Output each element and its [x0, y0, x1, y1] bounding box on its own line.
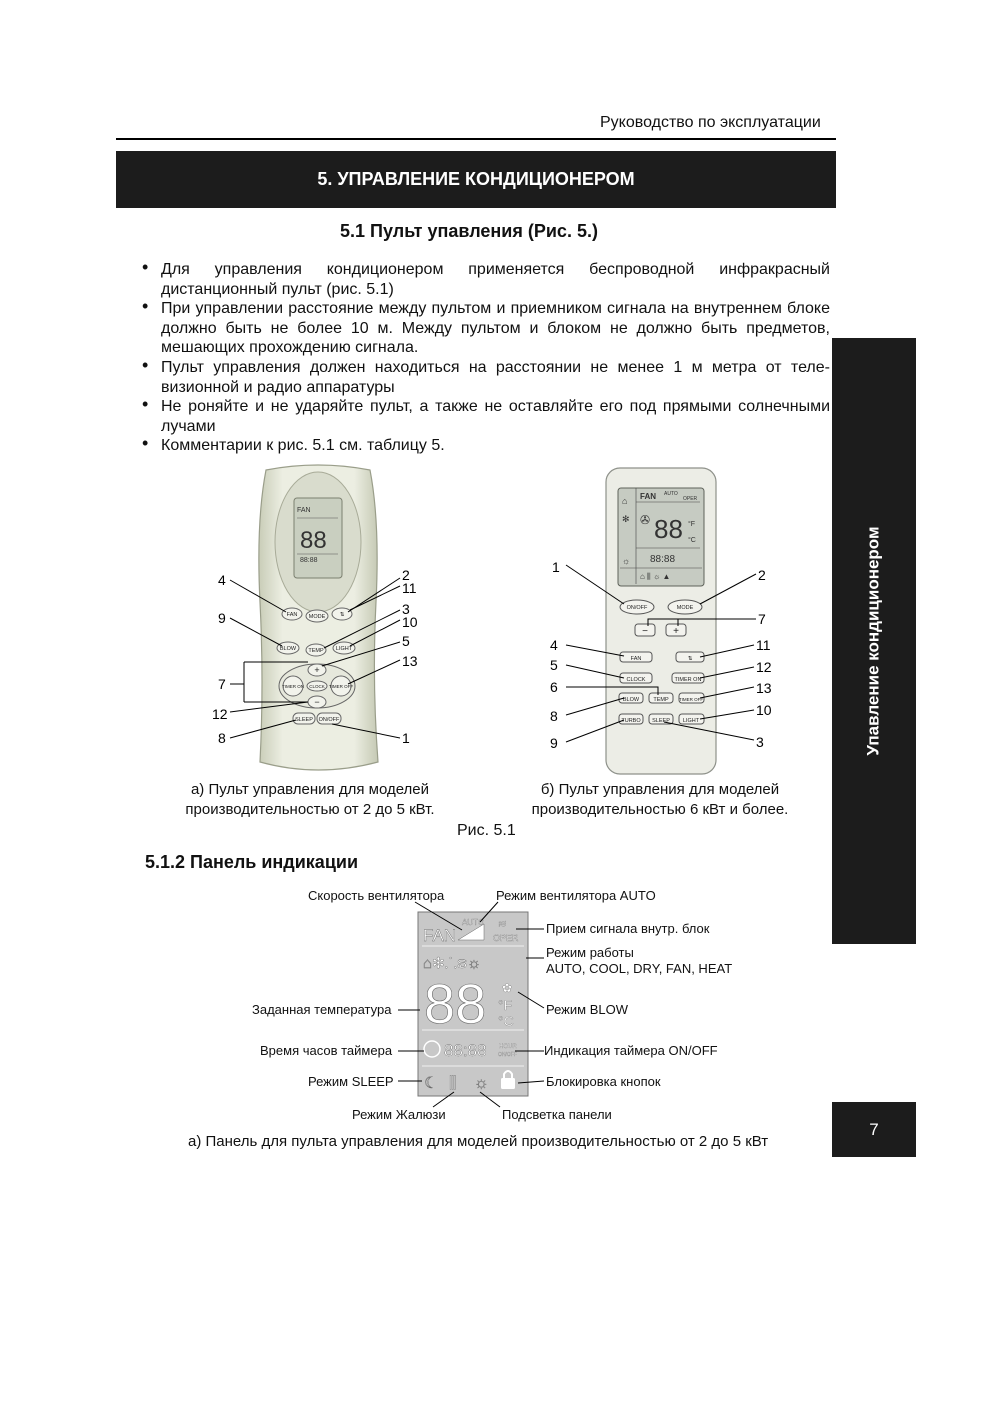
remote-a-callout: 3: [402, 601, 410, 617]
remote-a-lcd-time: 88:88: [300, 557, 318, 564]
bullet-item: • Не роняйте и не ударяйте пульт, а также не оставляйте его под прямыми солнечными лучами: [140, 397, 830, 436]
remote-b-caption-line2: производительностью 6 кВт и более.: [531, 801, 789, 818]
remote-a-callout: 10: [402, 614, 418, 630]
remote-b-lcd-fan-icon: ✇: [640, 513, 651, 527]
remote-b-clock-label: CLOCK: [626, 677, 646, 683]
remote-a-callout: 5: [402, 633, 410, 649]
remote-b-lcd-oper: OPER: [683, 496, 698, 502]
remote-b-temp-label: TEMP: [653, 697, 669, 703]
panel-lcd-unit-f: °F: [498, 997, 513, 1013]
panel-lcd-onoff: ON/OFF: [498, 1052, 517, 1058]
remote-b-callout: 13: [756, 680, 772, 696]
remote-b-onoff-label: ON/OFF: [626, 605, 648, 611]
remote-a-callout: 12: [212, 706, 228, 722]
remote-b-callout: 9: [550, 735, 558, 751]
label-blow: Режим BLOW: [546, 1002, 628, 1017]
remote-a-callout: 2: [402, 567, 410, 583]
remote-b-callout: 10: [756, 702, 772, 718]
label-mode-line2: AUTO, COOL, DRY, FAN, HEAT: [546, 961, 733, 976]
label-backlight: Подсветка панели: [502, 1107, 612, 1122]
lock-icon: [501, 1078, 515, 1089]
side-tab-label-wrap: [832, 338, 916, 944]
panel-lcd-unit-c: °C: [498, 1013, 514, 1029]
remote-a-swing-label: ⇅: [339, 612, 345, 618]
page-number: 7: [832, 1102, 916, 1157]
remote-a-callout: 7: [218, 676, 226, 692]
remote-b-light-label: LIGHT: [682, 718, 700, 724]
label-signal: Прием сигнала внутр. блок: [546, 921, 710, 936]
label-set-temp: Заданная температура: [252, 1002, 392, 1017]
panel-lcd-time: 88:88: [444, 1041, 487, 1060]
panel-lcd-hour: HOUR: [499, 1044, 517, 1050]
remote-a-figure: [200, 462, 440, 782]
remote-b-lcd-heat-icon: ☼: [622, 556, 631, 566]
panel-lcd-oper: OPER: [493, 933, 519, 943]
remote-b-blow-label: BLOW: [622, 697, 640, 703]
sleep-icon: ☾: [424, 1075, 439, 1092]
remote-b-lcd-unit2: °C: [688, 537, 696, 544]
remote-a-callout: 4: [218, 572, 226, 588]
chapter-title-bar: [116, 151, 836, 208]
label-louver: Режим Жалюзи: [352, 1107, 446, 1122]
remote-b-figure: [540, 462, 800, 782]
remote-b-fan-label: FAN: [630, 656, 642, 662]
remote-b-callout: 12: [756, 659, 772, 675]
remote-a-timer-on-label: TIMER ON: [282, 684, 304, 689]
remote-b-lcd-auto: AUTO: [664, 491, 678, 497]
remote-b-callout: 6: [550, 679, 558, 695]
remote-a-blow-label: BLOW: [279, 646, 297, 652]
remote-b-callout: 1: [552, 559, 560, 575]
remote-a-callout: 13: [402, 653, 418, 669]
remote-b-lcd-unit: °F: [688, 521, 696, 528]
panel-lcd-auto: AUTO: [462, 918, 485, 927]
panel-lcd-digits: 88: [424, 972, 487, 1035]
remote-a-timer-off-label: TIMER OFF: [328, 684, 354, 689]
bullet-item: • Для управления кондиционером применяется беспроводной инфракрасный дистанционный пульт (рис. 5.1): [140, 260, 830, 299]
remote-a-mode-label: MODE: [308, 614, 326, 620]
remote-b-lcd-digits: 88: [654, 514, 683, 544]
section-1-title: 5.1 Пульт упавления (Рис. 5.): [340, 221, 598, 241]
remote-b-lcd-auto-icon: ⌂: [622, 496, 628, 506]
remote-b-callout: 2: [758, 567, 766, 583]
remote-a-callout: 11: [402, 580, 417, 596]
remote-b-callout: 3: [756, 734, 764, 750]
blow-icon: ✿: [502, 981, 513, 995]
remote-a-plus-label: +: [314, 665, 320, 675]
remote-b-timer-on-label: TIMER ON: [674, 677, 702, 683]
remote-a-caption-line2: производительностью от 2 до 5 кВт.: [185, 801, 435, 818]
bullet-item: • Комментарии к рис. 5.1 см. таблицу 5.: [140, 436, 830, 456]
remote-b-caption-line1: б) Пульт управления для моделей: [540, 781, 780, 798]
label-fan-auto: Режим вентилятора AUTO: [496, 888, 656, 903]
remote-b-minus-label: −: [642, 626, 648, 637]
label-fan-speed: Скорость вентилятора: [308, 888, 445, 903]
remote-b-callout: 8: [550, 708, 558, 724]
bullet-list: [140, 260, 830, 456]
panel-lcd-fan: FAN: [423, 926, 457, 945]
remote-b-callout: 11: [756, 637, 771, 653]
remote-a-fan-label: FAN: [286, 612, 298, 618]
remote-b-sleep-label: SLEEP: [652, 718, 670, 724]
indicator-panel-figure: [240, 880, 760, 1130]
remote-a-onoff-label: ON/OFF: [318, 717, 340, 723]
running-title: Руководство по эксплуатации: [600, 114, 821, 131]
remote-b-lcd-time: 88:88: [650, 554, 676, 565]
remote-a-temp-label: TEMP: [308, 648, 324, 654]
remote-b-lcd-cool-icon: ✻: [622, 514, 630, 524]
remote-a-lcd-fan: FAN: [297, 507, 311, 514]
remote-a-callout: 9: [218, 610, 226, 626]
remote-a-sleep-label: SLEEP: [295, 717, 313, 723]
signal-icon: ≋: [498, 919, 507, 930]
section-2-title: 5.1.2 Панель индикации: [145, 852, 359, 872]
remote-a-clock-label: CLOCK: [309, 684, 325, 689]
chapter-title: 5. УПРАВЛЕНИЕ КОНДИЦИОНЕРОМ: [317, 169, 635, 189]
figure-caption: Рис. 5.1: [457, 822, 516, 839]
remote-a-caption-line1: а) Пульт управления для моделей: [190, 781, 430, 798]
backlight-icon: ☼: [474, 1075, 489, 1092]
remote-a-minus-label: −: [314, 697, 320, 707]
label-timer-onoff: Индикация таймера ON/OFF: [544, 1043, 718, 1058]
side-tab-label: Упавление кондиционером: [864, 526, 883, 756]
label-sleep: Режим SLEEP: [308, 1074, 394, 1089]
bullet-item: • При управлении расстояние между пультом и приемником сигнала на внутреннем блоке должно быть не более 10 м. Между пультом и блоком не должно быть предметов, мешающих прохождению сигнала.: [140, 299, 830, 358]
louver-icon: ⫼: [449, 1075, 457, 1092]
remote-b-mode-label: MODE: [676, 605, 694, 611]
header-rule: [116, 138, 836, 140]
remote-b-lcd-bottom-icons: ⌂ ⫼ ☼ ▲: [640, 572, 671, 581]
remote-a-callout: 1: [402, 730, 410, 746]
remote-a-light-label: LIGHT: [335, 646, 353, 652]
remote-a-caption: [160, 780, 460, 820]
remote-b-callout: 7: [758, 611, 766, 627]
panel-caption: а) Панель для пульта управления для моделей производительностью от 2 до 5 кВт: [188, 1133, 769, 1150]
remote-b-timer-off-label: TIMER OFF: [678, 697, 704, 702]
remote-a-lcd-digits: 88: [300, 527, 327, 554]
remote-b-swing-label: ⇅: [687, 656, 693, 662]
mode-icons: ⌂✻⸫ຣ☼: [423, 955, 481, 972]
label-lock: Блокировка кнопок: [546, 1074, 661, 1089]
remote-b-turbo-label: TURBO: [621, 718, 641, 724]
remote-b-plus-label: +: [673, 626, 679, 637]
remote-b-caption: [510, 780, 810, 820]
label-timer-time: Время часов таймера: [260, 1043, 393, 1058]
label-mode-line1: Режим работы: [546, 945, 634, 960]
remote-b-callout: 5: [550, 657, 558, 673]
remote-b-lcd-fan: FAN: [640, 492, 656, 501]
remote-b-callout: 4: [550, 637, 558, 653]
remote-a-callout: 8: [218, 730, 226, 746]
bullet-item: • Пульт управления должен находиться на расстоянии не менее 1 м метра от теле-визионной и радио аппаратуры: [140, 358, 830, 397]
